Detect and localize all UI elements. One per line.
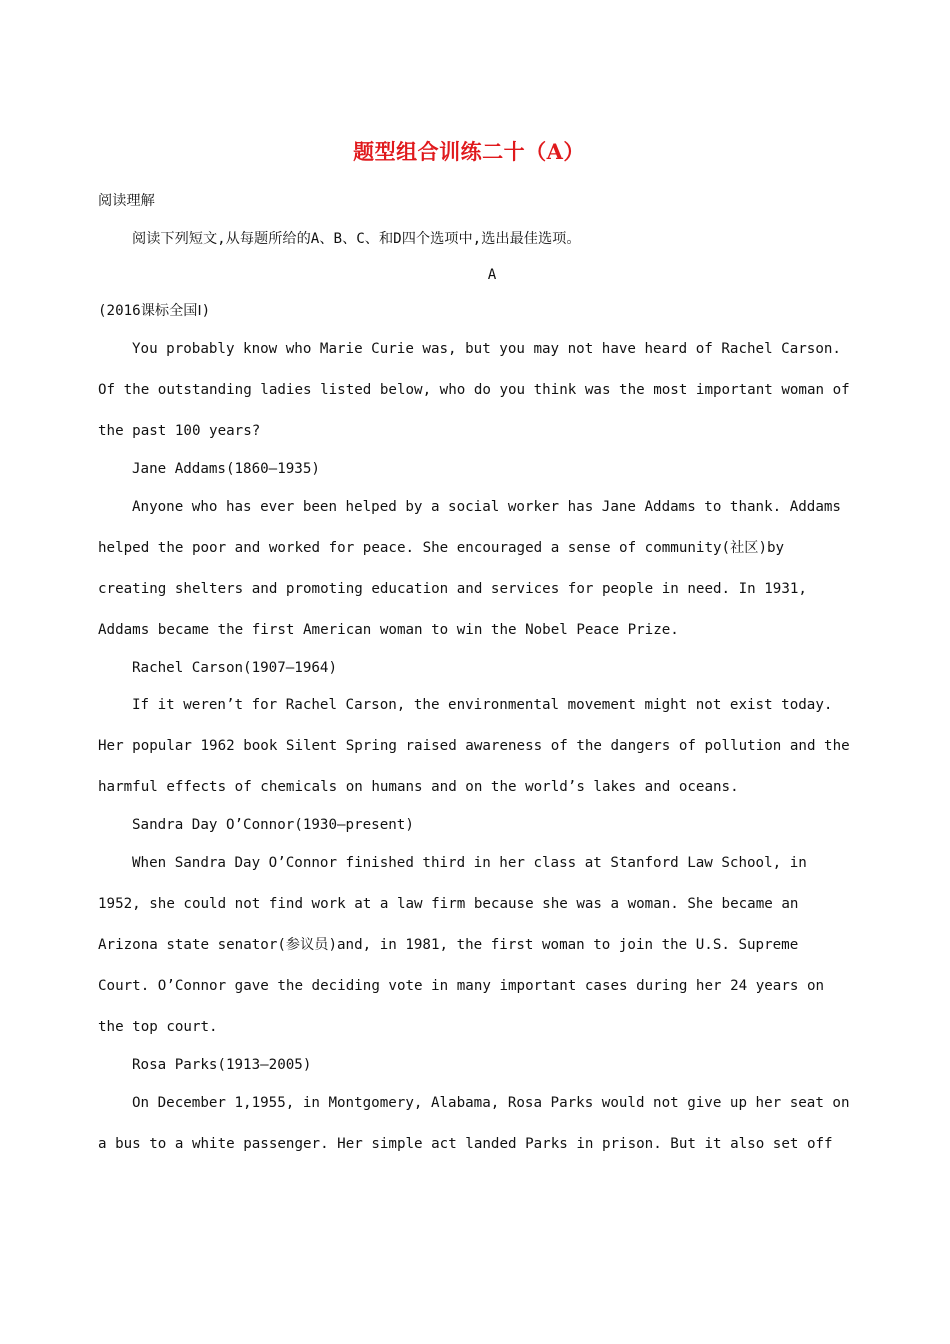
paragraph-line: Anyone who has ever been helped by a social worker has Jane Addams to thank. Addams bbox=[132, 499, 841, 515]
paragraph-line: helped the poor and worked for peace. She encouraged a sense of community(社区)by bbox=[98, 540, 785, 556]
paragraph-line: Addams became the first American woman to win the Nobel Peace Prize. bbox=[98, 622, 679, 638]
subheading-sandra-day-oconnor: Sandra Day O’Connor(1930—present) bbox=[132, 817, 414, 833]
paragraph-line: You probably know who Marie Curie was, but you may not have heard of Rachel Carson. bbox=[132, 341, 841, 357]
paragraph-line: On December 1,1955, in Montgomery, Alabama, Rosa Parks would not give up her seat on bbox=[132, 1095, 850, 1111]
subheading-jane-addams: Jane Addams(1860—1935) bbox=[132, 461, 320, 477]
paragraph-line: When Sandra Day O’Connor finished third in her class at Stanford Law School, in bbox=[132, 855, 807, 871]
paragraph-line: Her popular 1962 book Silent Spring raised awareness of the dangers of pollution and the bbox=[98, 738, 850, 754]
paragraph-line: harmful effects of chemicals on humans and on the world’s lakes and oceans. bbox=[98, 779, 739, 795]
paragraph-line: the past 100 years? bbox=[98, 423, 261, 439]
paragraph-line: Of the outstanding ladies listed below, who do you think was the most important woman of bbox=[98, 382, 850, 398]
paragraph-line: Arizona state senator(参议员)and, in 1981, the first woman to join the U.S. Supreme bbox=[98, 937, 799, 953]
paragraph-line: a bus to a white passenger. Her simple act landed Parks in prison. But it also set off bbox=[98, 1136, 833, 1152]
subheading-rosa-parks: Rosa Parks(1913—2005) bbox=[132, 1057, 312, 1073]
source-note: (2016课标全国Ⅰ) bbox=[98, 303, 211, 319]
section-heading: 阅读理解 bbox=[98, 193, 155, 209]
subheading-rachel-carson: Rachel Carson(1907—1964) bbox=[132, 660, 337, 676]
passage-label: A bbox=[487, 267, 497, 283]
paragraph-line: the top court. bbox=[98, 1019, 218, 1035]
paragraph-line: If it weren’t for Rachel Carson, the environmental movement might not exist today. bbox=[132, 697, 833, 713]
paragraph-line: creating shelters and promoting education and services for people in need. In 1931, bbox=[98, 581, 807, 597]
paragraph-line: 1952, she could not find work at a law firm because she was a woman. She became an bbox=[98, 896, 799, 912]
page-title: 题型组合训练二十（A） bbox=[353, 139, 585, 164]
instruction-text: 阅读下列短文,从每题所给的A、B、C、和D四个选项中,选出最佳选项。 bbox=[132, 231, 581, 247]
paragraph-line: Court. O’Connor gave the deciding vote in many important cases during her 24 years on bbox=[98, 978, 825, 994]
